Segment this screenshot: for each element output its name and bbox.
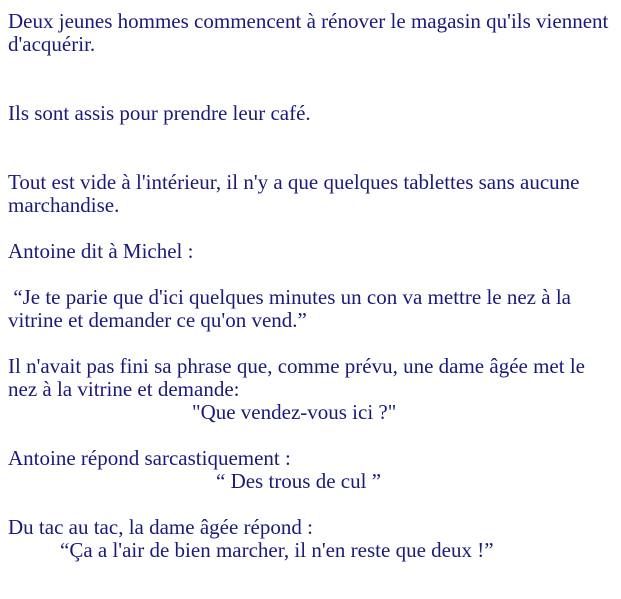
document-body [8,10,613,562]
quote-punchline: “Ça a l'air de bien marcher, il n'en reste que deux !” [60,538,494,562]
paragraph-lady-replies: Du tac au tac, la dame âgée répond : [8,515,313,539]
spacer [8,493,613,516]
spacer [8,125,613,171]
paragraph-intro: Deux jeunes hommes commencent à rénover le magasin qu'ils viennent d'acquérir. [8,9,609,56]
paragraph-empty-store: Tout est vide à l'intérieur, il n'y a que quelques tablettes sans aucune marchandise. [8,170,580,217]
paragraph-antoine-replies: Antoine répond sarcastiquement : [8,446,291,470]
paragraph-coffee: Ils sont assis pour prendre leur café. [8,101,311,125]
paragraph-antoine-says: Antoine dit à Michel : [8,239,194,263]
spacer [8,217,613,240]
paragraph-old-lady: Il n'avait pas fini sa phrase que, comme prévu, une dame âgée met le nez à la vitrine et demande: [8,354,585,401]
spacer [8,332,613,355]
spacer [8,263,613,286]
quote-what-do-you-sell: "Que vendez-vous ici ?" [192,400,397,424]
spacer [8,56,613,102]
quote-sarcastic-answer: “ Des trous de cul ” [216,469,382,493]
spacer [8,424,613,447]
paragraph-bet-quote: “Je te parie que d'ici quelques minutes un con va mettre le nez à la vitrine et demander ce qu'on vend.” [8,285,577,332]
